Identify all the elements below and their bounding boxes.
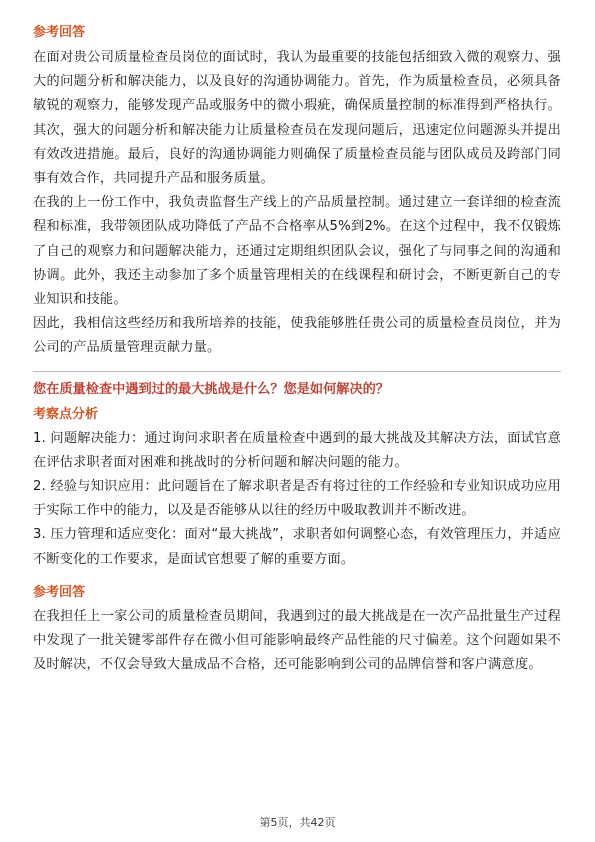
analysis-item-1: 1. 问题解决能力：通过询问求职者在质量检查中遇到的最大挑战及其解决方法，面试官意在评估求职者面对困难和挑战时的分析问题和解决问题的能力。 xyxy=(33,430,561,470)
document-page xyxy=(33,24,561,677)
answer2-paragraph-1: 在我担任上一家公司的质量检查员期间，我遇到过的最大挑战是在一次产品批量生产过程中发现了一批关键零部件存在微小但可能影响最终产品性能的尺寸偏差。这个问题如果不及时解决，不仅会导致大量成品不合格，还可能影响到公司的品牌信誉和客户满意度。 xyxy=(33,608,561,673)
page-number-footer: 第5页，共42页 xyxy=(259,816,336,829)
analysis-item-3: 3. 压力管理和适应变化：面对“最大挑战”，求职者如何调整心态，有效管理压力，并适应不断变化的工作要求，是面试官想要了解的重要方面。 xyxy=(33,527,561,567)
answer-paragraph-1: 在面对贵公司质量检查员岗位的面试时，我认为最重要的技能包括细致入微的观察力、强大的问题分析和解决能力，以及良好的沟通协调能力。首先，作为质量检查员，必须具备敏锐的观察力，能够发现产品或服务中的微小瑕疵，确保质量控制的标准得到严格执行。其次，强大的问题分析和解决能力让质量检查员在发现问题后，迅速定位问题源头并提出有效改进措施。最后，良好的沟通协调能力则确保了质量检查员能与团队成员及跨部门同事有效合作，共同提升产品和服务质量。 xyxy=(33,50,561,187)
analysis-heading: 考察点分析 xyxy=(33,406,99,422)
answer-paragraph-2: 在我的上一份工作中，我负责监督生产线上的产品质量控制。通过建立一套详细的检查流程和标准，我带领团队成功降低了产品不合格率从5%到2%。在这个过程中，我不仅锻炼了自己的观察力和问题解决能力，还通过定期组织团队会议，强化了与同事之间的沟通和协调。此外，我还主动参加了多个质量管理相关的在线课程和研讨会，不断更新自己的专业知识和技能。 xyxy=(33,195,561,308)
section-divider xyxy=(33,371,561,372)
interview-question: 您在质量检查中遇到过的最大挑战是什么？您是如何解决的？ xyxy=(33,381,390,397)
answer-paragraph-3: 因此，我相信这些经历和我所培养的技能，使我能够胜任贵公司的质量检查员岗位，并为公司的产品质量管理贡献力量。 xyxy=(33,316,561,356)
reference-answer-heading: 参考回答 xyxy=(33,25,86,40)
analysis-item-2: 2. 经验与知识应用：此问题旨在了解求职者是否有将过往的工作经验和专业知识成功应用于实际工作中的能力，以及是否能够从以往的经历中吸取教训并不断改进。 xyxy=(33,479,561,519)
reference-answer-heading-2: 参考回答 xyxy=(33,584,86,600)
